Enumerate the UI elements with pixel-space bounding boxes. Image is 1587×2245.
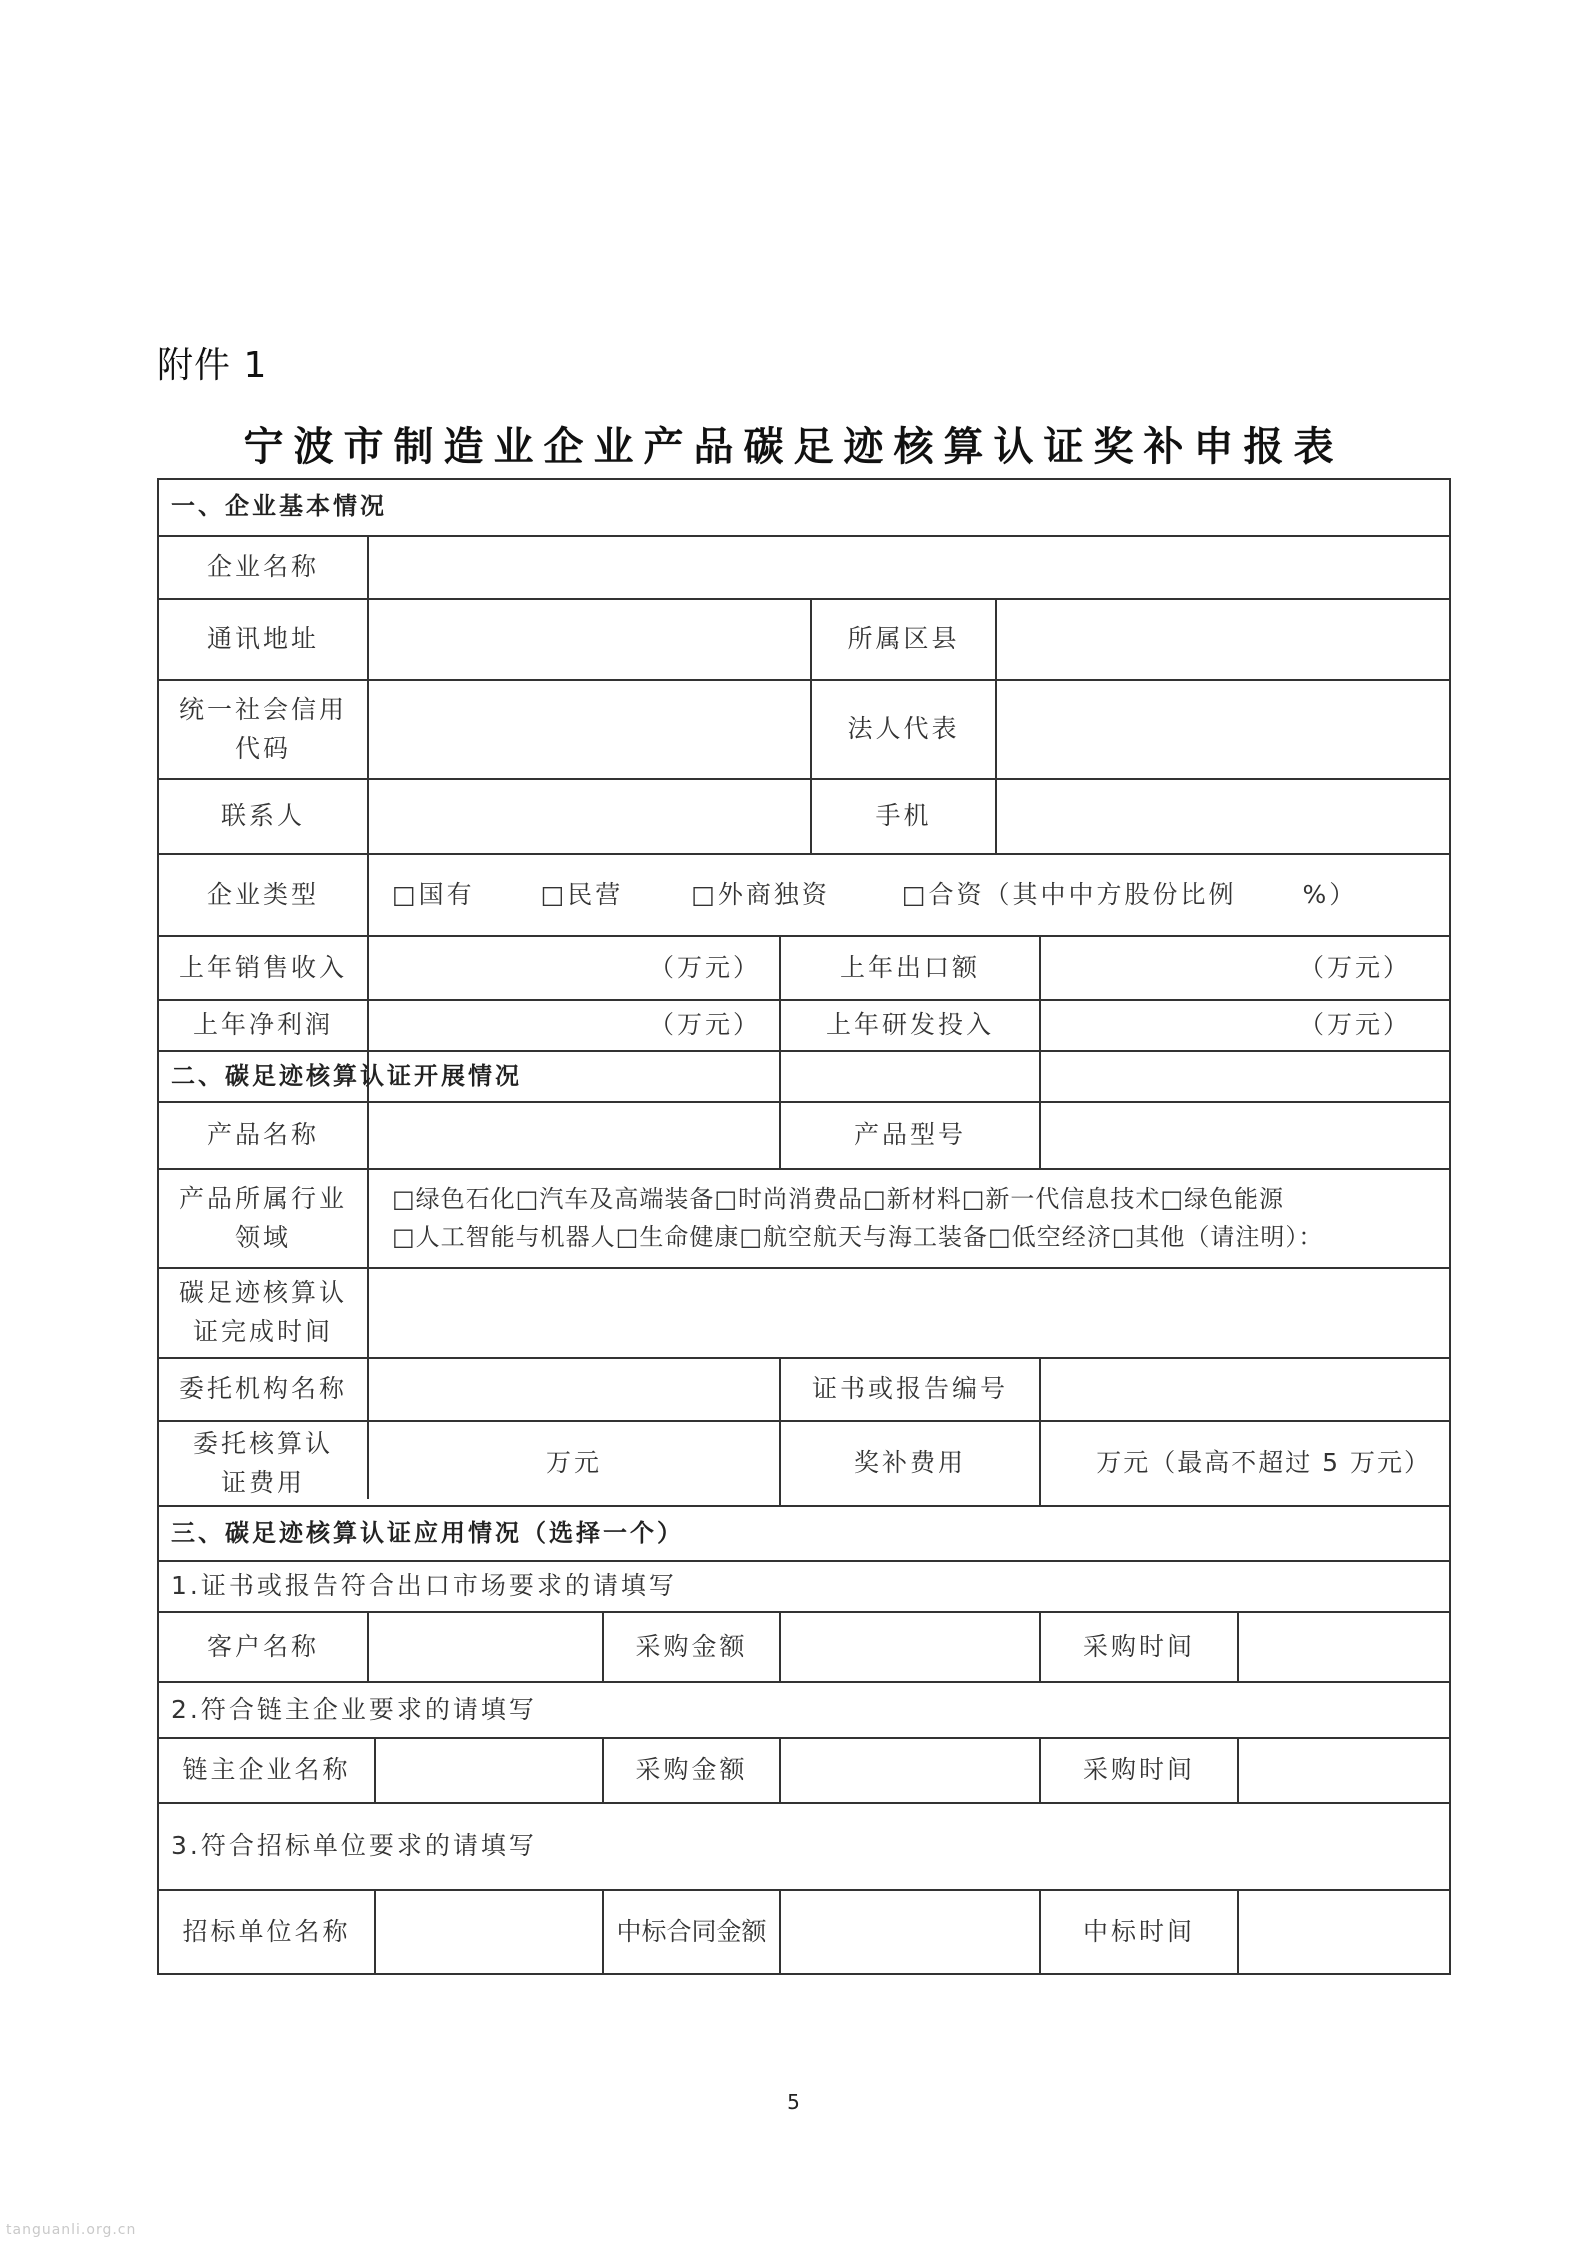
label-last-year-sales: 上年销售收入: [178, 952, 347, 982]
subheading-bidding-unit: 3.符合招标单位要求的请填写: [171, 1831, 537, 1861]
label-product-name: 产品名称: [206, 1120, 319, 1150]
input-product-model[interactable]: [1041, 1103, 1449, 1168]
attachment-label: 附件 1: [157, 345, 268, 386]
label-mobile: 手机: [875, 801, 932, 831]
label-product-model: 产品型号: [853, 1120, 966, 1150]
label-chain-company: 链主企业名称: [182, 1755, 351, 1785]
label-agency-name: 委托机构名称: [178, 1374, 347, 1404]
watermark: tanguanli.org.cn: [6, 2222, 137, 2238]
label-cert-number: 证书或报告编号: [811, 1374, 1008, 1404]
input-purchase-amount-2[interactable]: [781, 1739, 1039, 1802]
input-purchase-time-1[interactable]: [1239, 1613, 1449, 1681]
label-fee: 委托核算认证费用: [192, 1428, 333, 1497]
label-credit-code: 统一社会信用代码: [178, 694, 347, 763]
label-customer-name: 客户名称: [206, 1631, 319, 1661]
input-last-year-rd[interactable]: （万元）: [1298, 1010, 1411, 1040]
checkbox-state-owned[interactable]: □国有: [392, 879, 475, 909]
input-last-year-sales[interactable]: （万元）: [648, 952, 761, 982]
label-contact: 联系人: [220, 801, 305, 831]
section-heading-basic-info: 一、企业基本情况: [171, 492, 387, 521]
industry-options-line-2[interactable]: □人工智能与机器人□生命健康□航空航天与海工装备□低空经济□其他（请注明）：: [392, 1222, 1324, 1251]
input-customer-name[interactable]: [369, 1613, 602, 1681]
label-purchase-time-1: 采购时间: [1082, 1631, 1195, 1661]
subheading-chain-company: 2.符合链主企业要求的请填写: [171, 1694, 537, 1724]
percent-suffix: %）: [1302, 879, 1358, 909]
label-purchase-time-2: 采购时间: [1082, 1755, 1195, 1785]
input-district[interactable]: [997, 600, 1449, 679]
form-title: 宁波市制造业企业产品碳足迹核算认证奖补申报表: [243, 423, 1344, 470]
label-industry: 产品所属行业领域: [178, 1183, 347, 1252]
input-purchase-amount-1[interactable]: [781, 1613, 1039, 1681]
section-heading-carbon-footprint: 二、碳足迹核算认证开展情况: [171, 1061, 522, 1090]
page-number: 5: [787, 2090, 800, 2114]
label-last-year-export: 上年出口额: [839, 952, 980, 982]
label-completion-time: 碳足迹核算认证完成时间: [178, 1278, 347, 1346]
label-purchase-amount-1: 采购金额: [635, 1631, 748, 1661]
checkbox-joint-venture[interactable]: □合资（其中中方股份比例: [901, 879, 1237, 909]
label-bidding-unit: 招标单位名称: [182, 1916, 351, 1946]
input-completion-time[interactable]: [369, 1269, 1449, 1357]
input-address[interactable]: [369, 600, 810, 679]
company-type-options: [369, 855, 1449, 935]
label-legal-rep: 法人代表: [847, 714, 960, 744]
input-last-year-profit[interactable]: （万元）: [648, 1010, 761, 1040]
industry-options: [369, 1170, 1449, 1267]
input-bid-time[interactable]: [1239, 1891, 1449, 1973]
input-company-name[interactable]: [369, 537, 1449, 598]
input-bidding-unit[interactable]: [376, 1891, 602, 1973]
label-bid-time: 中标时间: [1082, 1916, 1195, 1946]
label-purchase-amount-2: 采购金额: [635, 1755, 748, 1785]
section-heading-application: 三、碳足迹核算认证应用情况（选择一个）: [171, 1518, 684, 1547]
label-contract-amount: 中标合同金额: [616, 1916, 767, 1946]
label-last-year-rd: 上年研发投入: [825, 1010, 994, 1040]
industry-options-line-1[interactable]: □绿色石化□汽车及高端装备□时尚消费品□新材料□新一代信息技术□绿色能源: [392, 1185, 1285, 1214]
label-company-type: 企业类型: [206, 879, 319, 909]
input-credit-code[interactable]: [369, 681, 810, 778]
input-cert-number[interactable]: [1041, 1359, 1449, 1420]
label-last-year-profit: 上年净利润: [192, 1010, 333, 1040]
checkbox-foreign-owned[interactable]: □外商独资: [691, 879, 830, 909]
input-subsidy[interactable]: 万元（最高不超过 5 万元）: [1096, 1448, 1431, 1478]
input-chain-company[interactable]: [376, 1739, 602, 1802]
input-mobile[interactable]: [997, 780, 1449, 853]
input-purchase-time-2[interactable]: [1239, 1739, 1449, 1802]
input-contract-amount[interactable]: [781, 1891, 1039, 1973]
label-subsidy: 奖补费用: [853, 1448, 966, 1478]
checkbox-private[interactable]: □民营: [540, 879, 624, 909]
label-company-name: 企业名称: [206, 552, 319, 582]
input-product-name[interactable]: [369, 1103, 779, 1168]
input-legal-rep[interactable]: [997, 681, 1449, 778]
label-district: 所属区县: [847, 624, 960, 654]
label-address: 通讯地址: [206, 624, 319, 654]
input-last-year-export[interactable]: （万元）: [1298, 952, 1411, 982]
input-contact[interactable]: [369, 780, 810, 853]
input-fee[interactable]: 万元: [545, 1448, 602, 1478]
subheading-export-market: 1.证书或报告符合出口市场要求的请填写: [171, 1571, 677, 1601]
input-agency-name[interactable]: [369, 1359, 779, 1420]
